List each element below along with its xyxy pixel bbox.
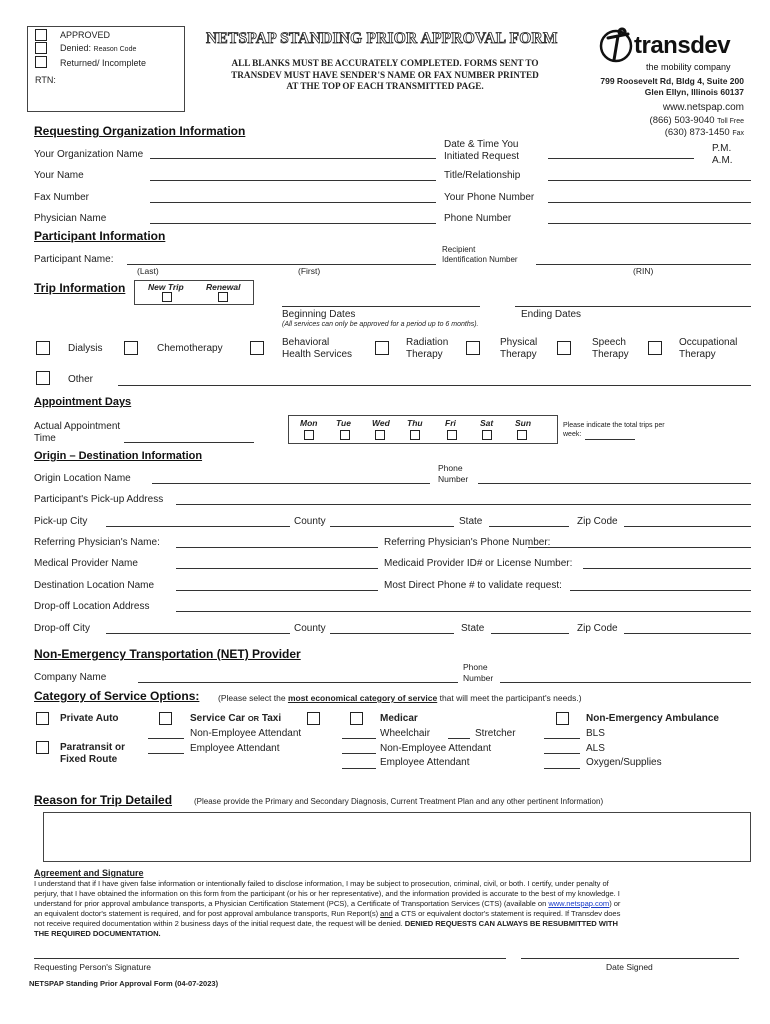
new-trip-label: New Trip xyxy=(148,282,184,292)
net-phone-label-2: Number xyxy=(463,673,494,683)
trips-per-week-field[interactable] xyxy=(585,439,635,440)
agreement-line-5-bold: DENIED REQUESTS CAN ALWAYS BE RESUBMITTED WITH xyxy=(404,919,618,928)
approved-checkbox[interactable] xyxy=(35,29,47,41)
medicar-label: Medicar xyxy=(380,713,418,724)
dialysis-checkbox[interactable] xyxy=(36,341,50,355)
rtn-label: RTN: xyxy=(35,75,56,85)
pickup-address-field[interactable] xyxy=(176,504,751,505)
date-time-field[interactable] xyxy=(548,158,694,159)
speech-label-2: Therapy xyxy=(592,349,629,360)
speech-label-1: Speech xyxy=(592,337,626,348)
oxygen-label: Oxygen/Supplies xyxy=(586,757,662,768)
renewal-label: Renewal xyxy=(206,282,241,292)
paratransit-label-1: Paratransit or xyxy=(60,742,126,753)
day-mon: Mon xyxy=(300,418,318,428)
agreement-text xyxy=(34,879,750,939)
day-sun: Sun xyxy=(515,418,532,428)
footer-form-id: NETSPAP Standing Prior Approval Form (04-07-2023) xyxy=(29,979,219,988)
net-phone-label-1: Phone xyxy=(463,662,488,672)
header-notice xyxy=(200,58,570,93)
phone-number-field[interactable] xyxy=(548,223,751,224)
behavioral-label-2: Health Services xyxy=(282,349,353,360)
taxi-checkbox[interactable] xyxy=(307,712,320,725)
agreement-line-6: THE REQUIRED DOCUMENTATION. xyxy=(34,929,161,938)
denied-checkbox[interactable] xyxy=(35,42,47,54)
pickup-county-field[interactable] xyxy=(330,526,454,527)
behavioral-label-1: Behavioral xyxy=(282,337,330,348)
taxi-text: Taxi xyxy=(261,713,282,724)
trip-heading: Trip Information xyxy=(34,281,126,295)
radiation-label-1: Radiation xyxy=(406,337,449,348)
renewal-checkbox[interactable] xyxy=(218,292,228,302)
dropoff-state-label: State xyxy=(461,623,485,634)
pickup-address-label: Participant's Pick-up Address xyxy=(34,494,164,505)
agreement-line-1: I understand that if I have given false information or intentionally failed to disclose information, I may be subject to prosecution, criminal, civil, or both. I certify, under penalty of xyxy=(34,879,609,888)
chemotherapy-checkbox[interactable] xyxy=(124,341,138,355)
pickup-county-label: County xyxy=(294,516,326,527)
phone-number-text: (866) 503-9040 xyxy=(649,115,715,126)
speech-checkbox[interactable] xyxy=(557,341,571,355)
physician-name-label: Physician Name xyxy=(34,213,107,224)
medicaid-id-label: Medicaid Provider ID# or License Number: xyxy=(384,558,573,569)
form-title: NETSPAP STANDING PRIOR APPROVAL FORM xyxy=(206,30,558,47)
dropoff-city-field[interactable] xyxy=(106,633,290,634)
private-auto-checkbox[interactable] xyxy=(36,712,49,725)
pickup-state-field[interactable] xyxy=(489,526,569,527)
dropoff-zip-label: Zip Code xyxy=(577,623,618,634)
reason-heading: Reason for Trip Detailed xyxy=(34,793,173,807)
net-provider-heading: Non-Emergency Transportation (NET) Provider xyxy=(34,647,301,661)
ref-phone-field[interactable] xyxy=(528,547,751,548)
date-signed-label: Date Signed xyxy=(606,962,653,972)
beginning-dates-field[interactable] xyxy=(282,306,480,307)
agreement-line-5-pre: not receive required documentation within 2 business days of the initial request date, the request will be denied. xyxy=(34,919,405,928)
agreement-heading: Agreement and Signature xyxy=(34,868,144,878)
new-trip-checkbox[interactable] xyxy=(162,292,172,302)
reason-note: (Please provide the Primary and Secondary Diagnosis, Current Treatment Plan and any other pertinent Information) xyxy=(194,797,604,806)
day-sat: Sat xyxy=(480,418,494,428)
day-tue: Tue xyxy=(336,418,351,428)
origin-location-label: Origin Location Name xyxy=(34,473,131,484)
your-name-field[interactable] xyxy=(150,180,436,181)
stretcher-label: Stretcher xyxy=(475,728,516,739)
service-car-text: Service Car xyxy=(190,713,246,724)
direct-phone-label: Most Direct Phone # to validate request: xyxy=(384,580,562,591)
date-signed-field[interactable] xyxy=(521,958,739,959)
requesting-org-heading: Requesting Organization Information xyxy=(34,124,246,138)
private-auto-label: Private Auto xyxy=(60,713,119,724)
last-label: (Last) xyxy=(137,266,159,276)
company-fax xyxy=(665,127,744,138)
ending-dates-field[interactable] xyxy=(515,306,751,307)
paratransit-label-2: Fixed Route xyxy=(60,754,118,765)
company-phone xyxy=(650,115,744,126)
radiation-checkbox[interactable] xyxy=(375,341,389,355)
dropoff-state-field[interactable] xyxy=(491,633,569,634)
service-car-non-emp-field[interactable] xyxy=(148,738,184,739)
fax-note-text: Fax xyxy=(732,130,744,137)
oxygen-field[interactable] xyxy=(544,768,580,769)
origin-phone-label-1: Phone xyxy=(438,463,463,473)
returned-label: Returned/ Incomplete xyxy=(60,58,147,68)
fax-number-field[interactable] xyxy=(150,202,436,203)
your-phone-label: Your Phone Number xyxy=(444,192,535,203)
agreement-line-3-pre: understand for prior approval ambulance transports, a Physician Certification Statement (PCS), a Certificate of Transportation Services (CTS) (available on xyxy=(34,899,549,908)
trips-note-2: week: xyxy=(563,431,582,438)
agreement-line-5 xyxy=(34,919,750,929)
transdev-logo xyxy=(598,26,748,76)
approved-label: APPROVED xyxy=(60,30,111,40)
ref-phone-label: Referring Physician's Phone Number: xyxy=(384,537,551,548)
destination-label: Destination Location Name xyxy=(34,580,155,591)
dropoff-address-field[interactable] xyxy=(176,611,751,612)
beginning-dates-label: Beginning Dates xyxy=(282,309,356,320)
netspap-link[interactable]: www.netspap.com xyxy=(548,899,610,908)
date-time-label-1: Date & Time You xyxy=(444,139,519,150)
behavioral-checkbox[interactable] xyxy=(250,341,264,355)
recipient-label-2: Identification Number xyxy=(442,255,518,264)
occupational-label-1: Occupational xyxy=(679,337,738,348)
category-note-post: that will meet the participant's needs.) xyxy=(437,693,582,703)
medicar-non-emp-label: Non-Employee Attendant xyxy=(380,743,492,754)
agreement-line-2: perjury, that I have obtained the information on this form from the participant (or his or her representative), and the information provided is accurate to the best of my knowledge. I xyxy=(34,889,620,898)
ambulance-label: Non-Emergency Ambulance xyxy=(586,713,719,724)
service-car-checkbox[interactable] xyxy=(159,712,172,725)
participant-name-label: Participant Name: xyxy=(34,254,114,265)
occupational-label-2: Therapy xyxy=(679,349,716,360)
actual-appointment-field[interactable] xyxy=(124,442,254,443)
physician-name-field[interactable] xyxy=(150,223,436,224)
recipient-id-field[interactable] xyxy=(536,264,751,265)
notice-line-3: AT THE TOP OF EACH TRANSMITTED PAGE. xyxy=(286,81,484,91)
dropoff-county-label: County xyxy=(294,623,326,634)
category-note-pre: (Please select the xyxy=(218,693,288,703)
agreement-line-4-post: a CTS or equivalent doctor's statement is required. If Transdev does xyxy=(392,909,621,918)
actual-appointment-label-1: Actual Appointment xyxy=(34,421,121,432)
tue-checkbox[interactable] xyxy=(340,430,350,440)
company-name-field[interactable] xyxy=(138,682,458,683)
fax-number-text: (630) 873-1450 xyxy=(664,127,730,138)
agreement-line-4 xyxy=(34,909,750,919)
or-text: OR xyxy=(247,714,260,723)
physical-checkbox[interactable] xyxy=(466,341,480,355)
actual-appointment-label-2: Time xyxy=(34,433,56,444)
service-car-label xyxy=(190,713,281,724)
transdev-logo-icon xyxy=(598,26,638,64)
your-phone-field[interactable] xyxy=(548,202,751,203)
period-note: (All services can only be approved for a period up to 6 months). xyxy=(282,321,479,328)
notice-line-2: TRANSDEV MUST HAVE SENDER'S NAME OR FAX NUMBER PRINTED xyxy=(231,69,539,80)
other-checkbox[interactable] xyxy=(36,371,50,385)
participant-heading: Participant Information xyxy=(34,229,166,243)
org-name-label: Your Organization Name xyxy=(34,149,144,160)
agreement-line-3-post: ) or xyxy=(609,899,621,908)
logo-text: transdev xyxy=(634,32,731,59)
category-note xyxy=(218,693,582,703)
company-address-2: Glen Ellyn, Illinois 60137 xyxy=(644,87,744,97)
your-name-label: Your Name xyxy=(34,170,84,181)
title-rel-label: Title/Relationship xyxy=(444,170,521,181)
medical-provider-field[interactable] xyxy=(176,568,378,569)
bls-label: BLS xyxy=(586,728,605,739)
wheelchair-field[interactable] xyxy=(342,738,376,739)
net-phone-field[interactable] xyxy=(500,682,751,683)
thu-checkbox[interactable] xyxy=(410,430,420,440)
service-car-emp-label: Employee Attendant xyxy=(190,743,280,754)
pickup-city-label: Pick-up City xyxy=(34,516,88,527)
pickup-zip-label: Zip Code xyxy=(577,516,618,527)
medicar-emp-label: Employee Attendant xyxy=(380,757,470,768)
dropoff-address-label: Drop-off Location Address xyxy=(34,601,150,612)
pm-label: P.M. xyxy=(712,143,732,154)
company-website[interactable]: www.netspap.com xyxy=(662,102,744,113)
ending-dates-label: Ending Dates xyxy=(521,309,582,320)
ambulance-checkbox[interactable] xyxy=(556,712,569,725)
returned-checkbox[interactable] xyxy=(35,56,47,68)
logo-tagline: the mobility company xyxy=(646,62,731,72)
pickup-city-field[interactable] xyxy=(106,526,290,527)
wheelchair-label: Wheelchair xyxy=(380,728,431,739)
destination-field[interactable] xyxy=(176,590,378,591)
am-label: A.M. xyxy=(712,155,733,166)
medicar-checkbox[interactable] xyxy=(350,712,363,725)
reason-textarea[interactable] xyxy=(43,812,751,862)
day-thu: Thu xyxy=(407,418,423,428)
physical-label-1: Physical xyxy=(500,337,538,348)
mon-checkbox[interactable] xyxy=(304,430,314,440)
als-field[interactable] xyxy=(544,753,580,754)
agreement-line-3 xyxy=(34,899,750,909)
recipient-label-1: Recipient xyxy=(442,245,476,254)
denied-text: Denied: xyxy=(60,43,92,53)
date-time-label-2: Initiated Request xyxy=(444,151,520,162)
dropoff-zip-field[interactable] xyxy=(624,633,751,634)
pickup-zip-field[interactable] xyxy=(624,526,751,527)
first-label: (First) xyxy=(298,266,321,276)
direct-phone-field[interactable] xyxy=(570,590,751,591)
day-fri: Fri xyxy=(445,418,456,428)
pickup-state-label: State xyxy=(459,516,483,527)
denied-label xyxy=(60,43,136,53)
fax-number-label: Fax Number xyxy=(34,192,90,203)
occupational-checkbox[interactable] xyxy=(648,341,662,355)
medicar-emp-field[interactable] xyxy=(342,768,376,769)
service-car-non-emp-label: Non-Employee Attendant xyxy=(190,728,302,739)
title-rel-field[interactable] xyxy=(548,180,751,181)
ref-physician-field[interactable] xyxy=(176,547,378,548)
chemotherapy-label: Chemotherapy xyxy=(157,343,223,354)
signature-field[interactable] xyxy=(34,958,506,959)
notice-line-1: ALL BLANKS MUST BE ACCURATELY COMPLETED. FORMS SENT TO xyxy=(231,58,539,68)
origin-phone-label-2: Number xyxy=(438,474,469,484)
signature-label: Requesting Person's Signature xyxy=(34,962,151,972)
origin-heading: Origin – Destination Information xyxy=(34,450,203,462)
agreement-line-4-and: and xyxy=(380,909,393,918)
stretcher-field[interactable] xyxy=(448,738,470,739)
participant-name-field[interactable] xyxy=(127,264,436,265)
sat-checkbox[interactable] xyxy=(482,430,492,440)
origin-location-field[interactable] xyxy=(152,483,430,484)
medical-provider-label: Medical Provider Name xyxy=(34,558,138,569)
dropoff-city-label: Drop-off City xyxy=(34,623,90,634)
company-name-label: Company Name xyxy=(34,672,107,683)
other-label: Other xyxy=(68,374,94,385)
wed-checkbox[interactable] xyxy=(375,430,385,440)
physical-label-2: Therapy xyxy=(500,349,537,360)
company-address-1: 799 Roosevelt Rd, Bldg 4, Suite 200 xyxy=(600,76,744,86)
service-car-emp-field[interactable] xyxy=(148,753,184,754)
radiation-label-2: Therapy xyxy=(406,349,443,360)
other-field[interactable] xyxy=(118,385,751,386)
trips-note-1: Please indicate the total trips per xyxy=(563,422,665,429)
day-wed: Wed xyxy=(372,418,390,428)
appointment-heading: Appointment Days xyxy=(34,396,132,408)
toll-free-text: Toll Free xyxy=(717,118,744,125)
sun-checkbox[interactable] xyxy=(517,430,527,440)
dropoff-county-field[interactable] xyxy=(330,633,454,634)
ref-physician-label: Referring Physician's Name: xyxy=(34,537,160,548)
agreement-line-4-pre: an equivalent doctor's statement is required, and for post approval ambulance transports, Run Report(s) xyxy=(34,909,381,918)
category-heading: Category of Service Options: xyxy=(34,689,200,703)
reason-code-text: Reason Code xyxy=(93,46,137,53)
dialysis-label: Dialysis xyxy=(68,343,103,354)
fri-checkbox[interactable] xyxy=(447,430,457,440)
category-note-bold: most economical category of service xyxy=(287,693,438,703)
phone-number-label: Phone Number xyxy=(444,213,512,224)
bls-field[interactable] xyxy=(544,738,580,739)
medicar-non-emp-field[interactable] xyxy=(342,753,376,754)
origin-phone-field[interactable] xyxy=(478,483,751,484)
org-name-field[interactable] xyxy=(150,158,436,159)
paratransit-checkbox[interactable] xyxy=(36,741,49,754)
medicaid-id-field[interactable] xyxy=(583,568,751,569)
rin-label: (RIN) xyxy=(633,266,654,276)
als-label: ALS xyxy=(586,743,605,754)
